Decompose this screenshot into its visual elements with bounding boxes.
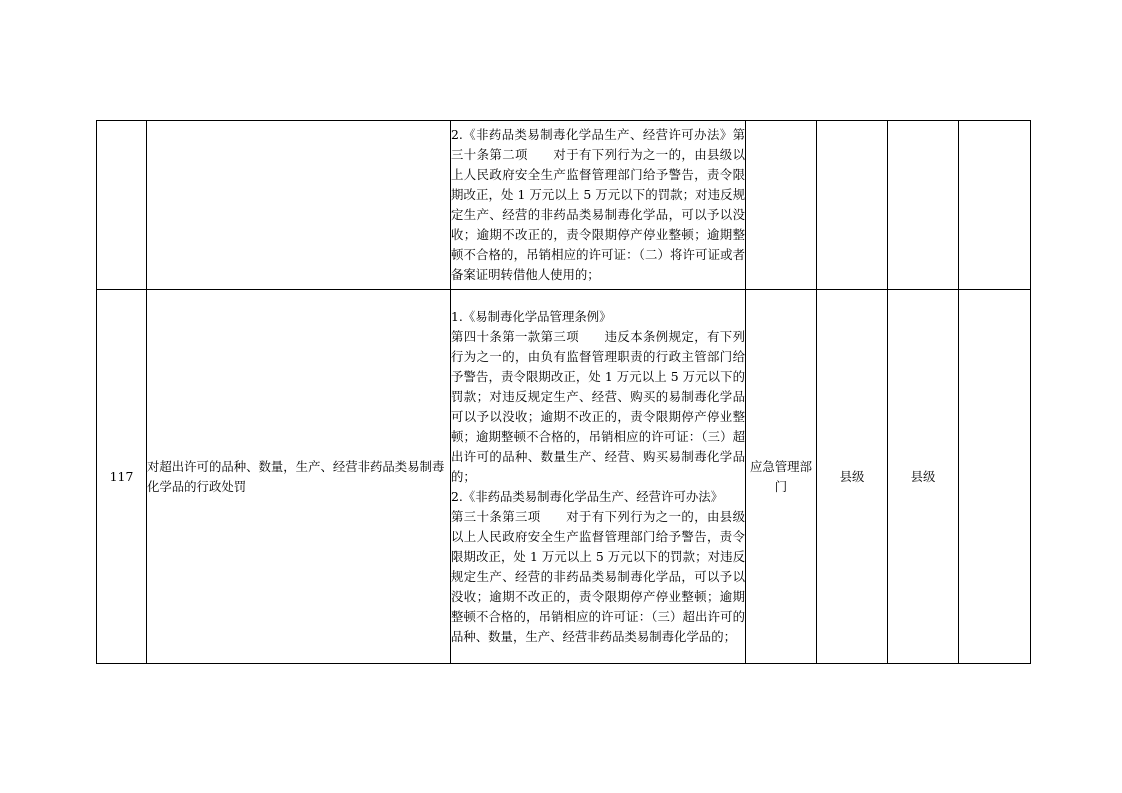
table-row [97,290,1031,664]
basis-paragraph: 第四十条第一款第三项 违反本条例规定，有下列行为之一的，由负有监督管理职责的行政主管部门给予警告，责令限期改正，处 1 万元以上 5 万元以下的罚款；对违反规定生产、经营、购买的易制毒化学品可以予以没收；逾期不改正的，责令限期停产停业整顿；逾期整顿不合格的，吊销相应的许可证：（三）超出许可的品种、数量生产、经营、购买易制毒化学品的； [451,328,745,484]
table-row [97,121,1031,290]
row-level-b: 县级 [888,290,959,664]
regulation-table [96,120,1031,664]
row-item-name [147,121,451,290]
row-note [959,290,1031,664]
row-seq-number: 117 [97,290,147,664]
basis-paragraph: 1.《易制毒化学品管理条例》 [451,308,612,324]
row-item-name: 对超出许可的品种、数量，生产、经营非药品类易制毒化学品的行政处罚 [147,290,451,664]
row-level-a: 县级 [817,290,888,664]
row-department: 应急管理部门 [746,290,817,664]
row-legal-basis [451,121,746,290]
basis-paragraph: 2.《非药品类易制毒化学品生产、经营许可办法》第三十条第二项 对于有下列行为之一的，由县级以上人民政府安全生产监督管理部门给予警告，责令限期改正，处 1 万元以上 5 万元以下的罚款；对违反规定生产、经营的非药品类易制毒化学品，可以予以没收；逾期不改正的，责令限期停产停业整顿；逾期整顿不合格的，吊销相应的许可证：（二）将许可证或者备案证明转借他人使用的； [451,127,745,282]
row-note [959,121,1031,290]
row-seq-number [97,121,147,290]
row-department [746,121,817,290]
row-legal-basis [451,290,746,664]
row-level-a [817,121,888,290]
basis-paragraph: 2.《非药品类易制毒化学品生产、经营许可办法》 [451,488,724,504]
row-level-b [888,121,959,290]
basis-paragraph: 第三十条第三项 对于有下列行为之一的，由县级以上人民政府安全生产监督管理部门给予警告，责令限期改正，处 1 万元以上 5 万元以下的罚款；对违反规定生产、经营的非药品类易制毒化学品，可以予以没收；逾期不改正的，责令限期停产停业整顿；逾期整顿不合格的，吊销相应的许可证：（三）超出许可的品种、数量，生产、经营非药品类易制毒化学品的； [451,508,745,644]
